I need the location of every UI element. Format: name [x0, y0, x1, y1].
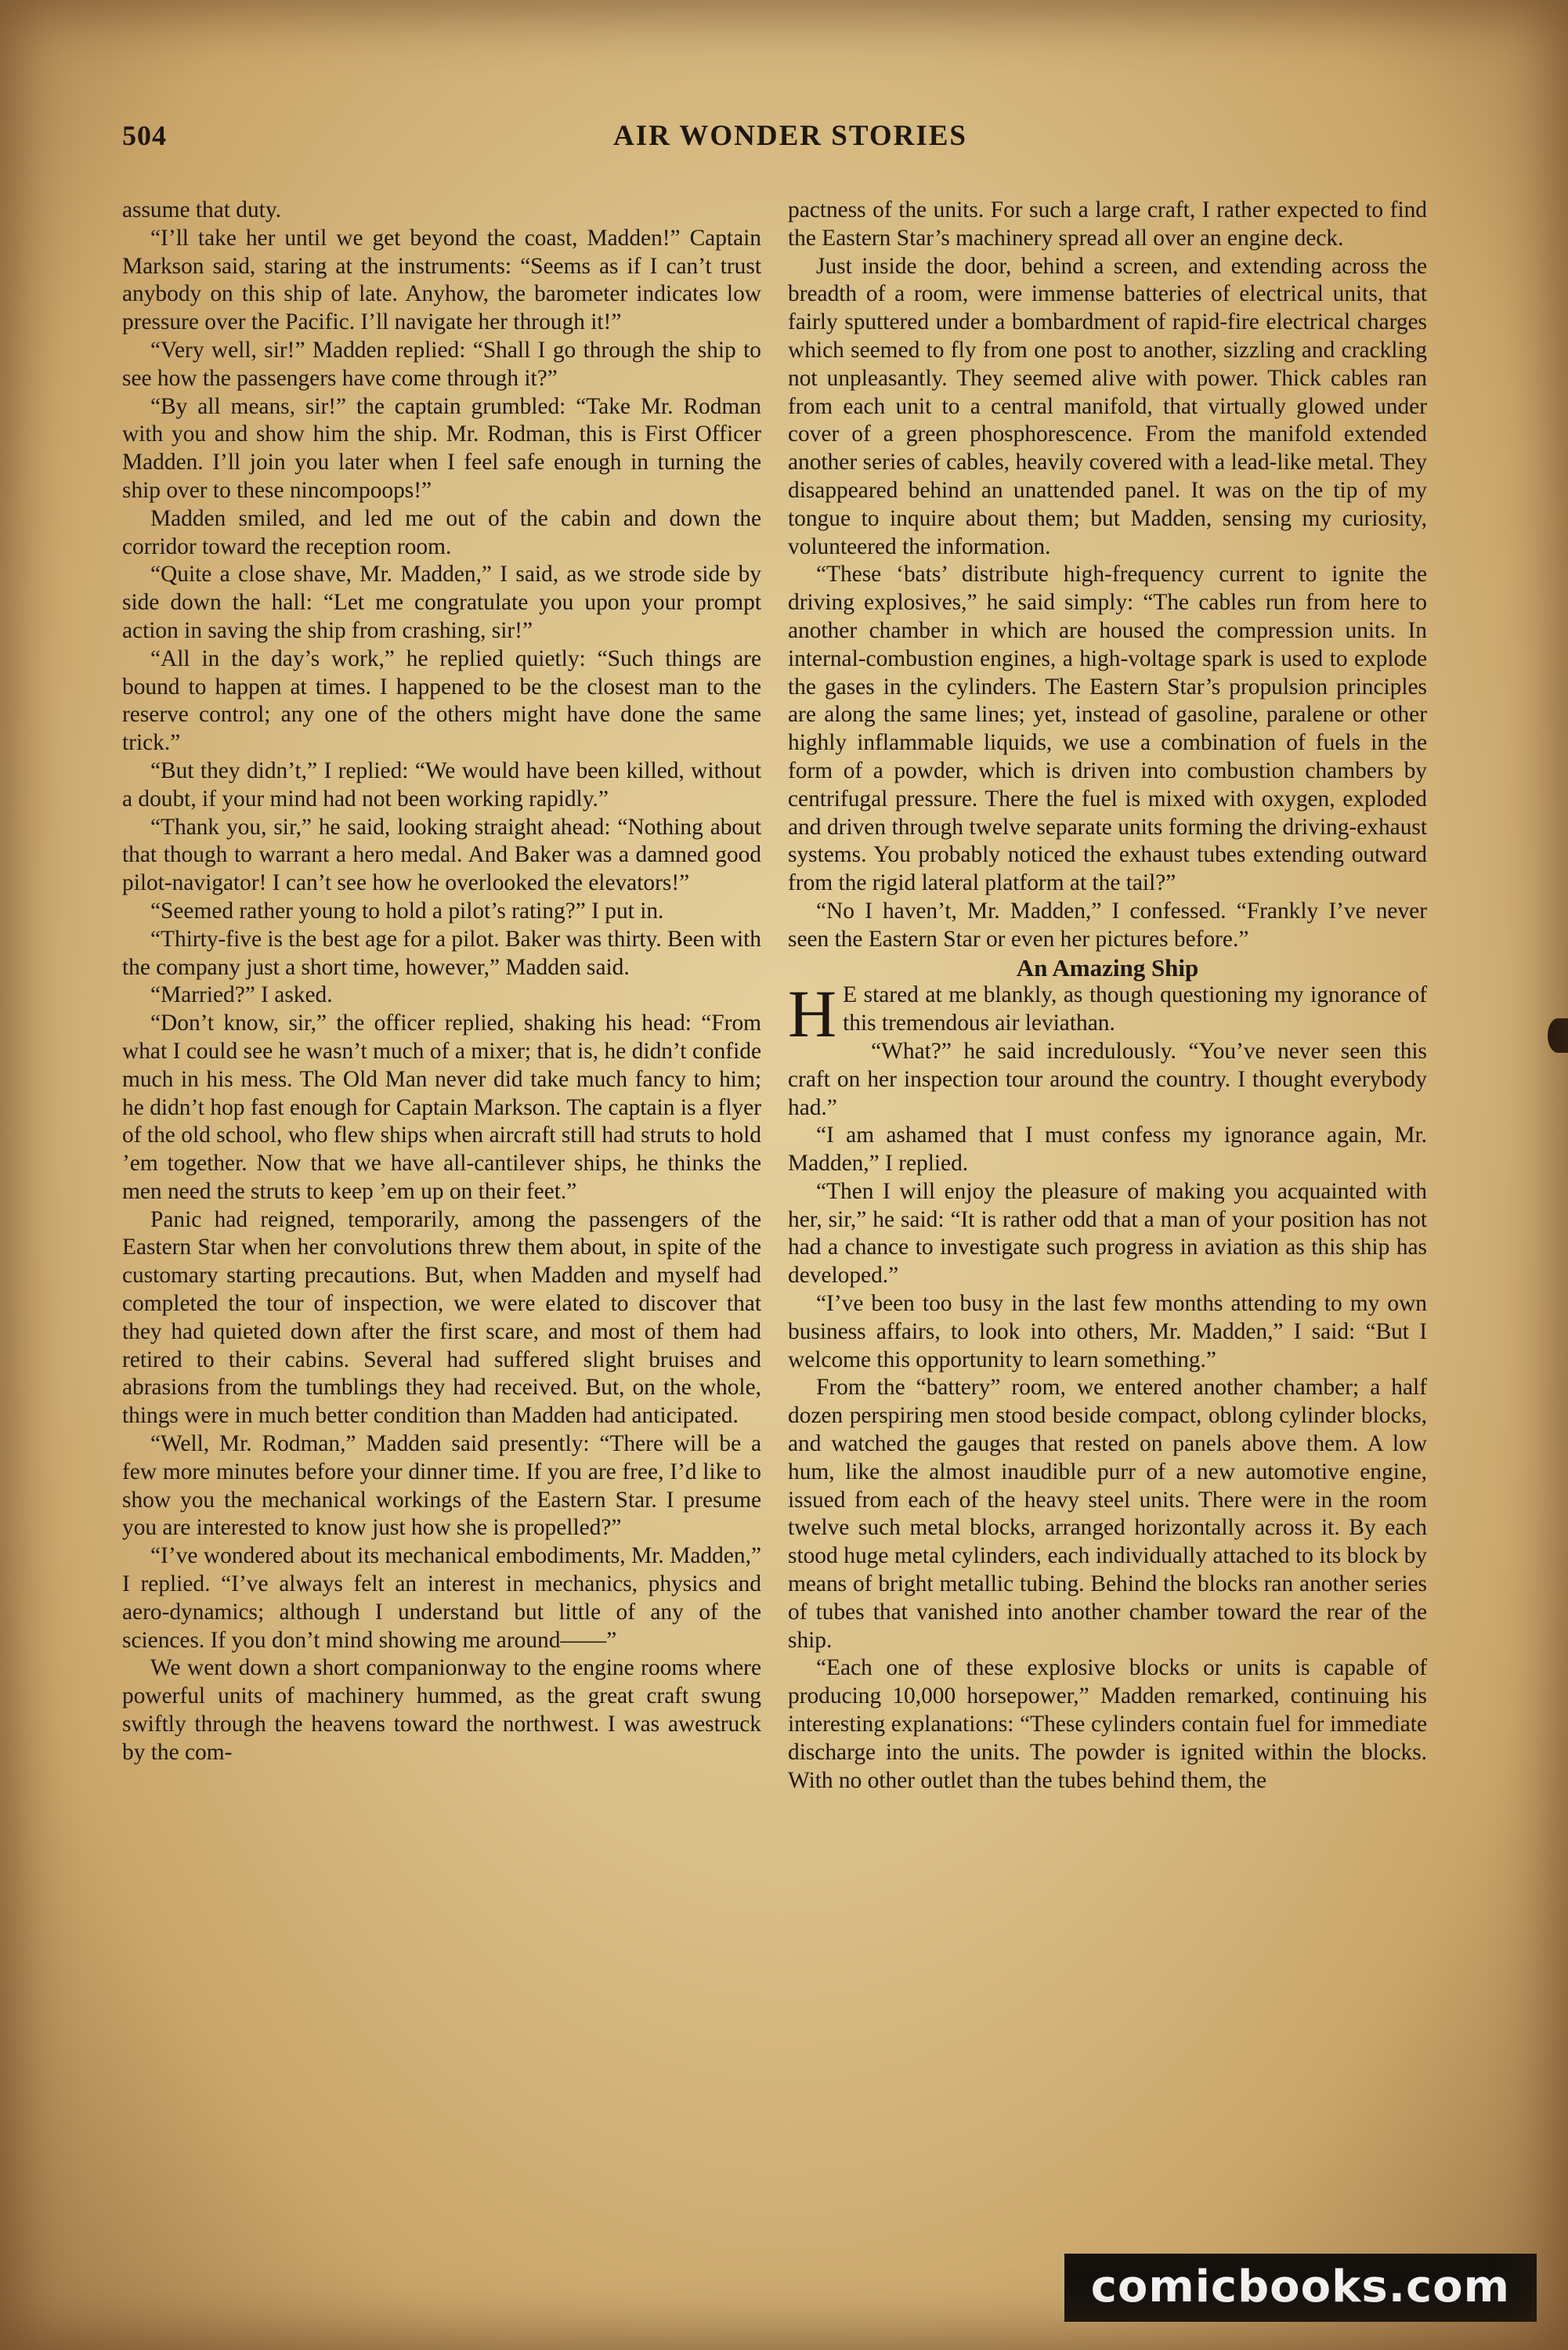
running-head: [122, 119, 1458, 163]
section-subheading: An Amazing Ship: [1016, 953, 1199, 982]
dropcap-paragraph: [788, 976, 1427, 1052]
paragraph: We went down a short companionway to the engine rooms where powerful units of machinery hummed, as the great craft swung swiftly through the heavens toward the northwest. I was awestruck by the com-: [122, 1655, 761, 1765]
paragraph: “Seemed rather young to hold a pilot’s rating?” I put in.: [150, 898, 664, 924]
paragraph: “Don’t know, sir,” the officer replied, shaking his head: “From what I could see he wasn’t much of a mixer; that is, he didn’t confide much in his mess. The Old Man never did take much fancy to him; he didn’t hop fast enough for Captain Markson. The captain is a flyer of the old school, who flew ships when aircraft still had struts to hold ’em together. Now that we have all-cantilever ships, he thinks the men need the struts to keep ’em up on their feet.”: [122, 1010, 761, 1204]
paragraph: “These ‘bats’ distribute high-frequency current to ignite the driving explosives,” he said simply: “The cables run from here to another chamber in which are housed the compression units. In internal-combustion engines, a high-voltage spark is used to explode the gases in the cylinders. The Eastern Star’s propulsion principles are along the same lines; yet, instead of gasoline, paralene or other highly inflammable liquids, we use a combination of fuels in the form of a powder, which is driven into combustion chambers by centrifugal pressure. There the fuel is mixed with oxygen, exploded and driven through twelve separate units forming the driving-exhaust systems. You probably noticed the exhaust tubes extending outward from the rigid lateral platform at the tail?”: [788, 562, 1427, 896]
paragraph: pactness of the units. For such a large craft, I rather expected to find the Eastern Star’s machinery spread all over an engine deck.: [788, 197, 1427, 251]
paragraph: “All in the day’s work,” he replied quietly: “Such things are bound to happen at times. I happened to be the closest man to the reserve control; any one of the others might have done the same trick.”: [122, 645, 761, 756]
paragraph: Just inside the door, behind a screen, and extending across the breadth of a room, were immense batteries of electrical units, that fairly sputtered under a bombardment of rapid-fire electrical charges which seemed to fly from one post to another, sizzling and crackling not unpleasantly. They seemed alive with power. Thick cables ran from each unit to a central manifold, that virtually glowed under cover of a green phosphorescence. From the manifold extended another series of cables, heavily covered with a lead-like metal. They disappeared behind an unattended panel. It was on the tip of my tongue to inquire about them; but Madden, sensing my curiosity, volunteered the information.: [788, 253, 1427, 559]
paragraph: “Thirty-five is the best age for a pilot. Baker was thirty. Been with the company just a short time, however,” Madden said.: [122, 926, 761, 980]
watermark: comicbooks.com: [1064, 2254, 1537, 2322]
right-column: [788, 197, 1427, 1795]
paragraph: assume that duty.: [122, 197, 281, 222]
paragraph: “Each one of these explosive blocks or units is capable of producing 10,000 horsepower,” Madden remarked, continuing his interesting explanations: “These cylinders contain fuel for immediate discharge into the units. The powder is ignited within the blocks. With no other outlet than the tubes behind them, the: [788, 1655, 1427, 1793]
paragraph: Panic had reigned, temporarily, among the passengers of the Eastern Star when her convolutions threw them about, in spite of the customary starting precautions. But, when Madden and myself had completed the tour of inspection, we were elated to discover that they had quieted down after the first scare, and most of them had retired to their cabins. Several had suffered slight bruises and abrasions from the tumblings they had received. But, on the whole, things were in much better condition than Madden had anticipated.: [122, 1206, 761, 1429]
dropcap-paragraph-text: E stared at me blankly, as though questioning my ignorance of this tremendous air leviathan.: [843, 982, 1427, 1036]
paragraph: “Married?” I asked.: [150, 982, 333, 1008]
paragraph: Madden smiled, and led me out of the cabin and down the corridor toward the reception room.: [122, 505, 761, 559]
magazine-title: AIR WONDER STORIES: [612, 120, 968, 152]
paragraph: “Quite a close shave, Mr. Madden,” I said, as we strode side by side down the hall: “Let me congratulate you upon your prompt action in saving the ship from crashing, sir!”: [122, 562, 761, 643]
paragraph: “I’ve wondered about its mechanical embodiments, Mr. Madden,” I replied. “I’ve always felt an interest in mechanics, physics and aero-dynamics; although I understand but little of any of the sciences. If you don’t mind showing me around——”: [122, 1543, 761, 1653]
paragraph: From the “battery” room, we entered another chamber; a half dozen perspiring men stood beside compact, oblong cylinder blocks, and watched the gauges that rested on panels above them. A low hum, like the almost inaudible purr of a new automotive engine, issued from each of the heavy steel units. There were in the room twelve such metal blocks, arranged horizontally across it. By each stood huge metal cylinders, each individually attached to its block by means of bright metallic tubing. Behind the blocks ran another series of tubes that vanished into another chamber toward the rear of the ship.: [788, 1375, 1427, 1653]
paragraph: “Then I will enjoy the pleasure of making you acquainted with her, sir,” he said: “It is rather odd that a man of your position has not had a chance to investigate such progress in aviation as this ship has developed.”: [788, 1178, 1427, 1289]
page-edge-damage: [1548, 1018, 1568, 1053]
paragraph: “No I haven’t, Mr. Madden,” I confessed. “Frankly I’ve never seen the Eastern Star or even her pictures before.”: [788, 898, 1427, 952]
paragraph: “Thank you, sir,” he said, looking straight ahead: “Nothing about that though to warrant a hero medal. And Baker was a damned good pilot-navigator! I can’t see how he overlooked the elevators!”: [122, 814, 761, 896]
paragraph: “What?” he said incredulously. “You’ve never seen this craft on her inspection tour around the country. I thought everybody had.”: [788, 1038, 1427, 1120]
paragraph: “I’ll take her until we get beyond the coast, Madden!” Captain Markson said, staring at the instruments: “Seems as if I can’t trust anybody on this ship of late. Anyhow, the barometer indicates low pressure over the Pacific. I’ll navigate her through it!”: [122, 225, 761, 335]
left-column: [122, 197, 761, 1767]
paragraph: “By all means, sir!” the captain grumbled: “Take Mr. Rodman with you and show him the ship. Mr. Rodman, this is First Officer Madden. I’ll join you later when I feel safe enough in turning the ship over to these nincompoops!”: [122, 393, 761, 503]
paragraph: “Well, Mr. Rodman,” Madden said presently: “There will be a few more minutes before your dinner time. If you are free, I’d like to show you the mechanical workings of the Eastern Star. I presume you are interested to know just how she is propelled?”: [122, 1431, 761, 1541]
paragraph: “I’ve been too busy in the last few months attending to my own business affairs, to look into others, Mr. Madden,” I said: “But I welcome this opportunity to learn something.”: [788, 1291, 1427, 1372]
paragraph: “But they didn’t,” I replied: “We would have been killed, without a doubt, if your mind had not been working rapidly.”: [122, 757, 761, 812]
page-number: 504: [122, 120, 167, 151]
paragraph: “I am ashamed that I must confess my ignorance again, Mr. Madden,” I replied.: [788, 1123, 1427, 1177]
paragraph: “Very well, sir!” Madden replied: “Shall I go through the ship to see how the passengers have come through it?”: [122, 337, 761, 391]
drop-cap: H: [788, 976, 837, 1052]
